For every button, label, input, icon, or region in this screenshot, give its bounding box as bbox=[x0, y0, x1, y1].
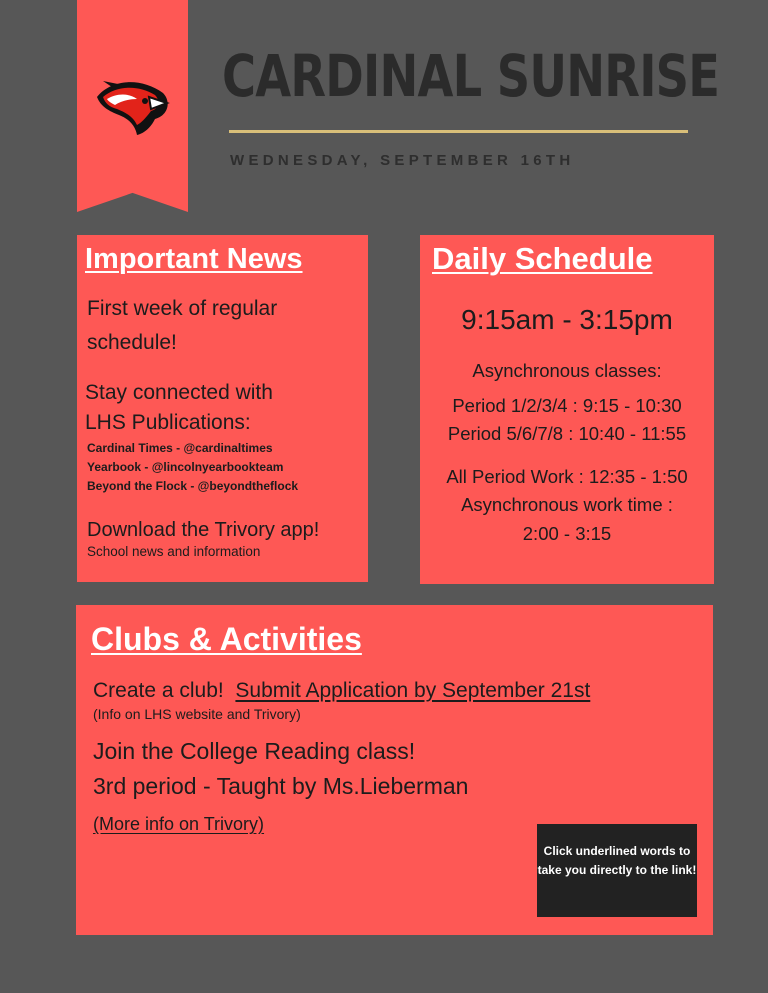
college-reading-line1: Join the College Reading class! bbox=[93, 738, 416, 764]
all-period-work: All Period Work : 12:35 - 1:50 bbox=[446, 466, 688, 487]
stay-connected-line2: LHS Publications: bbox=[85, 411, 251, 434]
download-subtext: School news and information bbox=[87, 544, 261, 559]
first-week-line2: schedule! bbox=[87, 331, 177, 354]
school-hours: 9:15am - 3:15pm bbox=[461, 304, 673, 335]
college-reading-line2: 3rd period - Taught by Ms.Lieberman bbox=[93, 773, 469, 799]
more-info-trivory-link[interactable]: (More info on Trivory) bbox=[93, 814, 265, 834]
daily-schedule-panel bbox=[420, 235, 714, 584]
important-news-heading: Important News bbox=[85, 243, 303, 275]
newsletter-title: CARDINAL SUNRISE bbox=[222, 42, 720, 110]
async-work-time: 2:00 - 3:15 bbox=[522, 523, 612, 544]
stay-connected-line1: Stay connected with bbox=[85, 381, 273, 404]
async-classes-label: Asynchronous classes: bbox=[472, 360, 662, 381]
important-news-panel bbox=[77, 235, 368, 582]
create-club-line bbox=[93, 679, 590, 703]
daily-schedule-heading: Daily Schedule bbox=[432, 241, 653, 276]
async-work-label: Asynchronous work time : bbox=[461, 494, 673, 515]
account-yearbook: Yearbook - @lincolnyearbookteam bbox=[87, 460, 284, 474]
header-ribbon bbox=[77, 0, 188, 212]
account-beyond-the-flock: Beyond the Flock - @beyondtheflock bbox=[87, 479, 299, 493]
underline-hint-note: Click underlined words to take you directly to the link! bbox=[537, 824, 697, 917]
clubs-heading: Clubs & Activities bbox=[91, 621, 362, 657]
submit-application-link[interactable]: Submit Application by September 21st bbox=[235, 679, 591, 702]
create-club-text: Create a club! bbox=[93, 679, 224, 702]
newsletter-date: WEDNESDAY, SEPTEMBER 16TH bbox=[230, 152, 575, 169]
title-divider bbox=[229, 130, 688, 133]
create-club-info: (Info on LHS website and Trivory) bbox=[93, 706, 301, 722]
period-1-4: Period 1/2/3/4 : 9:15 - 10:30 bbox=[452, 395, 682, 416]
clubs-activities-panel bbox=[76, 605, 713, 935]
period-5-8: Period 5/6/7/8 : 10:40 - 11:55 bbox=[447, 423, 687, 444]
download-trivory: Download the Trivory app! bbox=[87, 519, 320, 541]
account-cardinal-times: Cardinal Times - @cardinaltimes bbox=[87, 441, 273, 455]
cardinal-head-icon bbox=[93, 75, 171, 137]
first-week-line1: First week of regular bbox=[87, 297, 278, 320]
